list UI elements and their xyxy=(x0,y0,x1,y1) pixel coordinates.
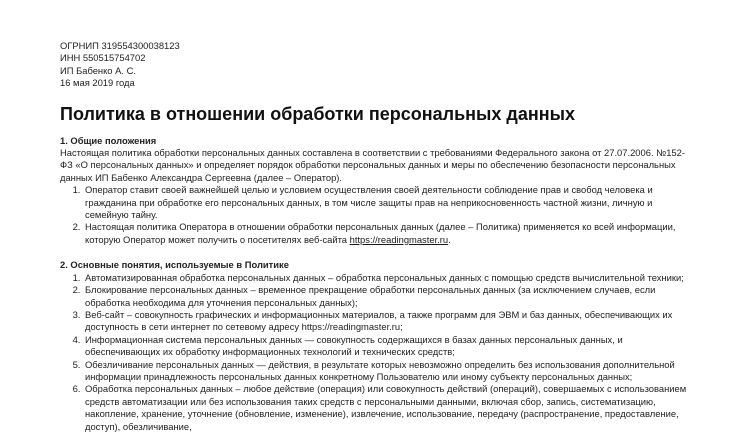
list-item-end: . xyxy=(448,233,451,245)
date-line: 16 мая 2019 года xyxy=(60,77,135,89)
website-link[interactable]: https://readingmaster.ru xyxy=(349,233,449,245)
list-item xyxy=(83,221,690,246)
list-item: 4. Информационная система персональных данных — совокупность содержащихся в базах данных персональных данных, и обеспечивающих их обработку информационных технологий и технических средств; xyxy=(83,334,690,359)
list-item-text: Настоящая политика Оператора в отношении обработки персональных данных (далее – Политика) применяется ко всей информации, которую Оператор может получить о посетителях веб-сайта xyxy=(85,221,676,245)
page-title: Политика в отношении обработки персональных данных xyxy=(60,103,575,124)
list-item: 1. Автоматизированная обработка персональных данных – обработка персональных данных с помощью средств вычислительной техники; xyxy=(83,272,690,284)
section-1-intro: Настоящая политика обработки персональных данных составлена в соответствии с требованиями Федерального закона от 27.07.2006. №152-ФЗ «О персональных данных» и определяет порядок обработки персональных данных и меры по обеспечению безопасности персональных данных ИП Бабенко Александра Сергеевна (далее – Оператор). xyxy=(60,147,685,183)
section-2-title: 2. Основные понятия, используемые в Политике xyxy=(60,259,289,271)
list-item: 1. Оператор ставит своей важнейшей целью и условием осуществления своей деятельности соблюдение прав и свобод человека и гражданина при обработке его персональных данных, в том числе защиты прав на неприкосновенность частной жизни, личную и семейную тайну. xyxy=(83,184,690,221)
list-item: 6. Обработка персональных данных – любое действие (операция) или совокупность действий (операций), совершаемых с использованием средств автоматизации или без использования таких средств с персональными данными, включая сбор, запись, систематизацию, накопление, хранение, уточнение (обновление, изменение), извлечение, использование, передачу (распространение, предоставление, доступ), обезличивание, xyxy=(83,383,690,433)
section-1-list xyxy=(60,184,690,246)
section-1-title: 1. Общие положения xyxy=(60,134,157,146)
ip-line: ИП Бабенко А. С. xyxy=(60,64,136,76)
list-item: 5. Обезличивание персональных данных — действия, в результате которых невозможно определить без использования дополнительной информации принадлежность персональных данных конкретному Пользователю или иному субъекту персональных данных; xyxy=(83,359,690,384)
section-2-list xyxy=(60,272,690,433)
list-item: 3. Веб-сайт – совокупность графических и информационных материалов, а также программ для ЭВМ и баз данных, обеспечивающих их доступность в сети интернет по сетевому адресу https://readingmaster.ru; xyxy=(83,309,690,334)
ogrnip-line: ОГРНИП 319554300038123 xyxy=(60,40,180,51)
list-item: 2. Блокирование персональных данных – временное прекращение обработки персональных данных (за исключением случаев, если обработка необходима для уточнения персональных данных); xyxy=(83,284,690,309)
inn-line: ИНН 550515754702 xyxy=(60,52,146,64)
section-gap xyxy=(60,246,690,259)
